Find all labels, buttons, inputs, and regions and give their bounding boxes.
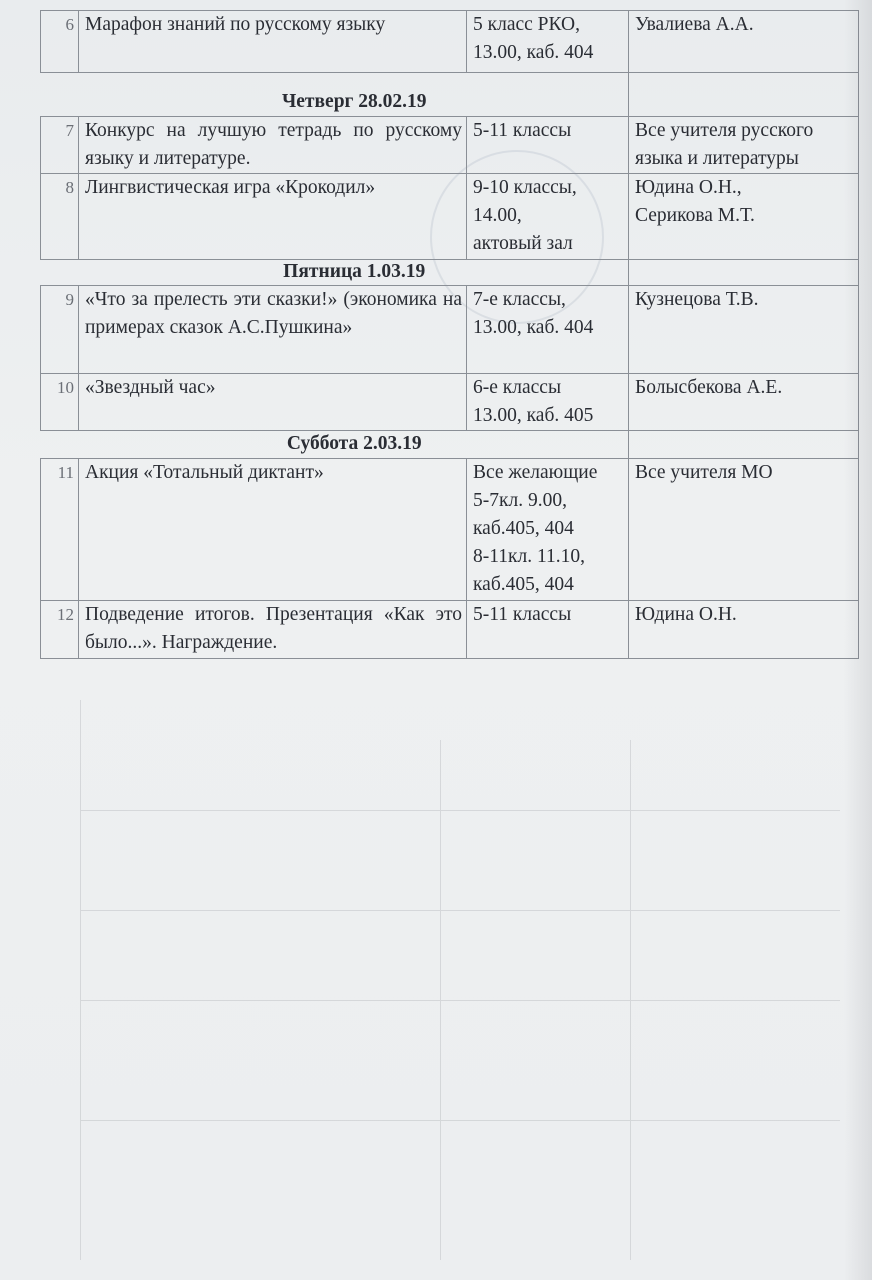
row-number: 8 <box>41 174 79 260</box>
table-row <box>41 11 859 73</box>
row-number: 9 <box>41 286 79 374</box>
event-details: 6-е классы 13.00, каб. 405 <box>467 374 629 431</box>
event-responsible: Юдина О.Н. <box>629 601 859 659</box>
event-title: Лингвистическая игра «Крокодил» <box>79 174 467 260</box>
event-details: 9-10 классы, 14.00, актовый зал <box>467 174 629 260</box>
table-row <box>41 174 859 260</box>
event-details: 5-11 классы <box>467 117 629 174</box>
table-row <box>41 601 859 659</box>
row-number: 12 <box>41 601 79 659</box>
event-responsible: Юдина О.Н., Серикова М.Т. <box>629 174 859 260</box>
day-header-row <box>41 73 859 117</box>
event-title: «Что за прелесть эти сказки!» (экономика на примерах сказок А.С.Пушкина» <box>79 286 467 374</box>
event-responsible: Болысбекова А.Е. <box>629 374 859 431</box>
row-number: 7 <box>41 117 79 174</box>
day-heading: Пятница 1.03.19 <box>79 260 629 286</box>
event-details: 5-11 классы <box>467 601 629 659</box>
table-row <box>41 374 859 431</box>
event-details: 5 класс РКО, 13.00, каб. 404 <box>467 11 629 73</box>
day-header-row <box>41 431 859 459</box>
event-title: Марафон знаний по русскому языку <box>79 11 467 73</box>
row-number: 10 <box>41 374 79 431</box>
reverse-side-show-through <box>40 700 858 1260</box>
row-number: 11 <box>41 459 79 601</box>
event-responsible: Увалиева А.А. <box>629 11 859 73</box>
table-row <box>41 286 859 374</box>
day-heading: Четверг 28.02.19 <box>79 73 629 117</box>
event-title: Акция «Тотальный диктант» <box>79 459 467 601</box>
event-title: Конкурс на лучшую тетрадь по русскому языку и литературе. <box>79 117 467 174</box>
schedule-table <box>40 10 859 659</box>
event-title: «Звездный час» <box>79 374 467 431</box>
table-row <box>41 117 859 174</box>
event-responsible: Все учителя русского языка и литературы <box>629 117 859 174</box>
event-responsible: Все учителя МО <box>629 459 859 601</box>
day-heading: Суббота 2.03.19 <box>79 431 629 459</box>
event-responsible: Кузнецова Т.В. <box>629 286 859 374</box>
event-details: 7-е классы, 13.00, каб. 404 <box>467 286 629 374</box>
row-number: 6 <box>41 11 79 73</box>
event-details: Все желающие 5-7кл. 9.00, каб.405, 404 8-11кл. 11.10, каб.405, 404 <box>467 459 629 601</box>
page-edge-shadow <box>844 0 872 1280</box>
table-row <box>41 459 859 601</box>
day-header-row <box>41 260 859 286</box>
event-title: Подведение итогов. Презентация «Как это было...». Награждение. <box>79 601 467 659</box>
